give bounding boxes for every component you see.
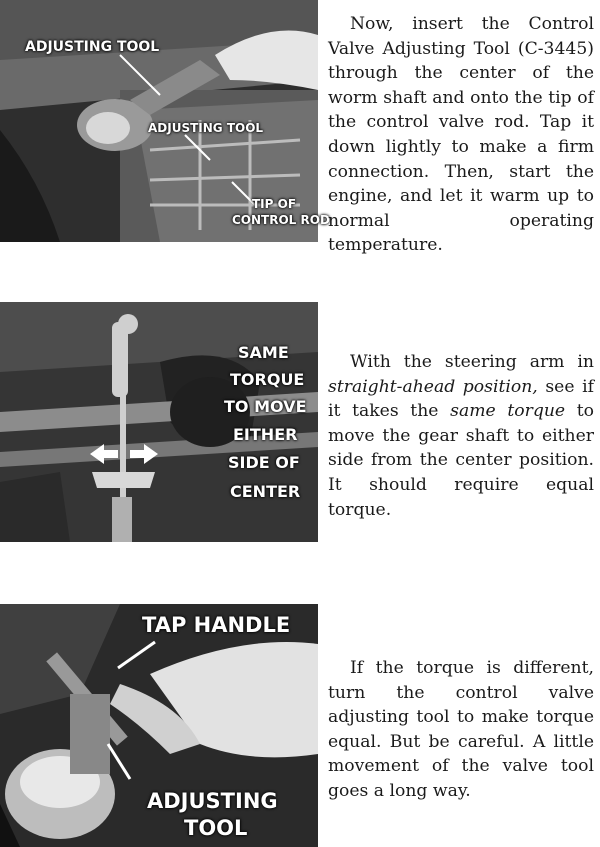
label-either: EITHER: [233, 425, 298, 444]
photo-insert-adjusting-tool: [0, 0, 330, 242]
label-tip-of: TIP OF: [252, 197, 297, 211]
label-tap-handle: TAP HANDLE: [142, 613, 291, 637]
label-control-rod: CONTROL ROD: [232, 213, 330, 227]
label-same: SAME: [238, 343, 289, 362]
label-adjusting-tool-top: ADJUSTING TOOL: [25, 39, 160, 55]
label-side-of: SIDE OF: [228, 453, 300, 472]
label-adjusting-tool-mid: ADJUSTING TOOL: [148, 121, 264, 135]
label-adjusting: ADJUSTING: [147, 789, 278, 813]
photo-graphic: [0, 302, 318, 542]
paragraph-3: If the torque is different, turn the control valve adjusting tool to make torque equal. But be careful. A little movement of the valve tool goes a long way.: [328, 658, 594, 801]
label-tool: TOOL: [184, 816, 248, 840]
instruction-text-3: [328, 656, 594, 804]
instruction-text-1: [328, 12, 594, 258]
paragraph-1: Now, insert the Control Valve Adjusting Tool (C-3445) through the center of the worm shaft and onto the tip of the control valve rod. Tap it down lightly to make a firm connection. Then, start the engine, and let it warm up to normal operating temperature.: [328, 14, 594, 256]
instruction-text-2: [328, 350, 594, 522]
label-to-move: TO MOVE: [224, 397, 307, 416]
label-torque: TORQUE: [230, 370, 305, 389]
photo-same-torque: [0, 302, 318, 542]
label-center: CENTER: [230, 482, 301, 501]
paragraph-2: With the steering arm in straight-ahead position, see if it takes the same torque to move the gear shaft to either side from the center position. It should require equal torque.: [328, 352, 595, 520]
photo-tap-handle: [0, 604, 318, 847]
